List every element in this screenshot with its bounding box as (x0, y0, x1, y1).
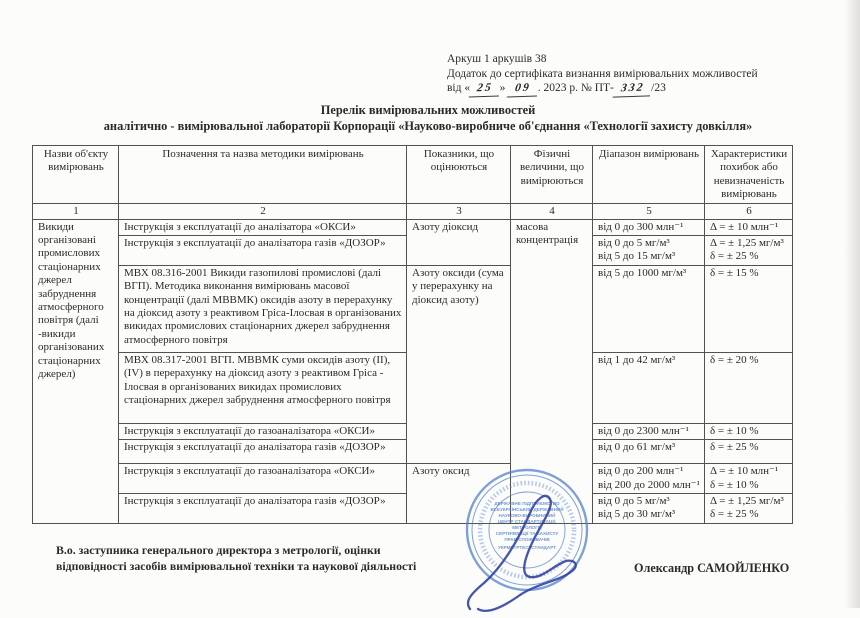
method-cell: Інструкція з експлуатації до газоаналізатора «ОКСИ» (119, 464, 407, 494)
error-line: δ = ± 25 % (710, 441, 759, 454)
error-cell (705, 352, 793, 423)
position-line-2: відповідності засобів вимірювальної техніки та наукової діяльності (56, 558, 417, 573)
range-line: від 0 до 200 млн⁻¹ (598, 465, 684, 478)
range-cell (593, 464, 705, 494)
range-line: від 5 до 15 мг/м³ (598, 250, 676, 263)
date-prefix: від « (447, 82, 471, 95)
certificate-reference-block (447, 52, 758, 97)
signatory-name: Олександр САМОЙЛЕНКО (634, 561, 790, 575)
range-line: від 1 до 42 мг/м³ (598, 353, 676, 366)
error-line: δ = ± 10 % (710, 424, 759, 437)
scan-edge-shadow (844, 0, 860, 608)
range-cell (593, 440, 705, 464)
error-line: δ = ± 20 % (710, 353, 759, 366)
column-number-row (33, 203, 793, 219)
header-error: Характеристики похибок або невизначеність вимірювань (705, 146, 793, 204)
error-cell (705, 440, 793, 464)
range-cell (593, 219, 705, 235)
stamp-text-line: ДЕРЖАВНЕ ПІДПРИЄМСТВО (494, 501, 560, 506)
error-line: δ = ± 25 % (710, 250, 759, 263)
error-line: Δ = ± 10 млн⁻¹ (710, 465, 779, 478)
stamp-text-line: ВСЕУКРАЇНСЬКИЙ ДЕРЖАВНИЙ (490, 507, 564, 512)
header-quantity: Фізичні величини, що вимірюються (511, 146, 593, 204)
error-cell (705, 464, 793, 494)
measurement-capabilities-table (32, 145, 793, 524)
signatory-position (56, 543, 526, 574)
handwritten-day: 25 (469, 81, 501, 98)
method-cell: МВХ 08.316-2001 Викиди газопилові промислові (далі ВГП). Методика виконання вимірювань масової концентрації (далі МВВМК) оксидів азоту в перерахунку на діоксид азоту з реактивом Гріса-Ілосвая в організованих викидах промислових стаціонарних джерел забруднення атмосферного повітря (119, 265, 407, 352)
date-sep-1: » (499, 82, 506, 95)
error-cell (705, 423, 793, 439)
range-cell (593, 236, 705, 266)
title-line-1: Перелік вимірювальних можливостей (320, 103, 536, 117)
table-row (33, 219, 793, 235)
handwritten-month: 09 (507, 81, 539, 98)
range-line: від 5 до 30 мг/м³ (598, 508, 676, 521)
col-num-2: 2 (119, 203, 407, 219)
range-line: від 200 до 2000 млн⁻¹ (598, 478, 700, 491)
range-line: від 0 до 300 млн⁻¹ (598, 220, 684, 233)
range-line: від 0 до 5 мг/м³ (598, 495, 670, 508)
stamp-text-line: НАУКОВО-ВИРОБНИЧИЙ (498, 513, 556, 518)
date-year-part: 2023 р. № ПТ- (540, 82, 614, 95)
header-object: Назви об'єкту вимірювань (33, 146, 119, 204)
error-cell (705, 236, 793, 266)
method-cell: Інструкція з експлуатації до аналізатора газів «ДОЗОР» (119, 494, 407, 524)
error-cell (705, 265, 793, 352)
error-line: Δ = ± 10 млн⁻¹ (710, 220, 779, 233)
range-line: від 0 до 61 мг/м³ (598, 441, 676, 454)
error-line: δ = ± 10 % (710, 478, 759, 491)
table-row (33, 265, 793, 352)
stamp-text-line: УКРМЕТРТЕСТСТАНДАРТ (498, 545, 556, 550)
error-cell (705, 494, 793, 524)
stamp-text-line: ПРАВ СПОЖИВАЧІВ (504, 537, 550, 542)
document-title (0, 103, 856, 134)
stamp-text-line: ЦЕНТР СТАНДАРТИЗАЦІЇ, (497, 519, 557, 524)
error-line: Δ = ± 1,25 мг/м³ (710, 237, 784, 250)
header-range: Діапазон вимірювань (593, 146, 705, 204)
col-num-3: 3 (407, 203, 511, 219)
method-cell: Інструкція з експлуатації до аналізатора газів «ДОЗОР» (119, 440, 407, 464)
table-row (33, 464, 793, 494)
indicator-cell: Азоту оксиди (сума у перерахунку на діоксид азоту) (407, 265, 511, 463)
error-cell (705, 219, 793, 235)
range-cell (593, 423, 705, 439)
stamp-text-line: МЕТРОЛОГІЇ, (512, 525, 542, 530)
range-cell (593, 265, 705, 352)
error-line: Δ = ± 1,25 мг/м³ (710, 495, 784, 508)
date-line (447, 81, 758, 97)
indicator-cell: Азоту оксид (407, 464, 511, 524)
col-num-4: 4 (511, 203, 593, 219)
title-line-2: аналітично - вимірювальної лабораторії Корпорації «Науково-виробниче об'єднання «Технології захисту довкілля» (103, 118, 753, 133)
range-line: від 5 до 1000 мг/м³ (598, 266, 687, 279)
range-cell (593, 494, 705, 524)
col-num-5: 5 (593, 203, 705, 219)
handwritten-number: 332 (613, 81, 653, 98)
range-cell (593, 352, 705, 423)
table-header-row (33, 146, 793, 204)
quantity-cell: масова концентрація (511, 219, 593, 523)
range-line: від 0 до 2300 млн⁻¹ (598, 424, 689, 437)
error-line: δ = ± 15 % (710, 266, 759, 279)
col-num-1: 1 (33, 203, 119, 219)
header-indicator: Показники, що оцінюються (407, 146, 511, 204)
stamp-text-line: СЕРТИФІКАЦІЇ ТА ЗАХИСТУ (495, 531, 559, 536)
method-cell: МВХ 08.317-2001 ВГП. МВВМК суми оксидів азоту (II), (IV) в перерахунку на діоксид азоту з реактивом Гріса - Ілосвая в організованих викидах промислових стаціонарних джерел забруднення атмосферного повітря (119, 352, 407, 423)
col-num-6: 6 (705, 203, 793, 219)
addendum-line: Додаток до сертифіката визнання вимірювальних можливостей (447, 67, 758, 80)
date-sep-2: . (537, 82, 541, 95)
sheet-count-line: Аркуш 1 аркушів 38 (447, 53, 547, 65)
indicator-cell: Азоту діоксид (407, 219, 511, 265)
position-line-1: В.о. заступника генерального директора з метрології, оцінки (56, 543, 381, 557)
method-cell: Інструкція з експлуатації до газоаналізатора «ОКСИ» (119, 423, 407, 439)
method-cell: Інструкція з експлуатації до аналізатора «ОКСИ» (119, 219, 407, 235)
method-cell: Інструкція з експлуатації до аналізатора газів «ДОЗОР» (119, 236, 407, 266)
range-line: від 0 до 5 мг/м³ (598, 237, 670, 250)
header-method: Позначення та назва методики вимірювань (119, 146, 407, 204)
error-line: δ = ± 25 % (710, 508, 759, 521)
date-suffix: /23 (651, 82, 666, 95)
object-name-cell: Викиди організовані промислових стаціонарних джерел забруднення атмосферного повітря (далі -викиди організованих стаціонарних джерел) (33, 219, 119, 523)
